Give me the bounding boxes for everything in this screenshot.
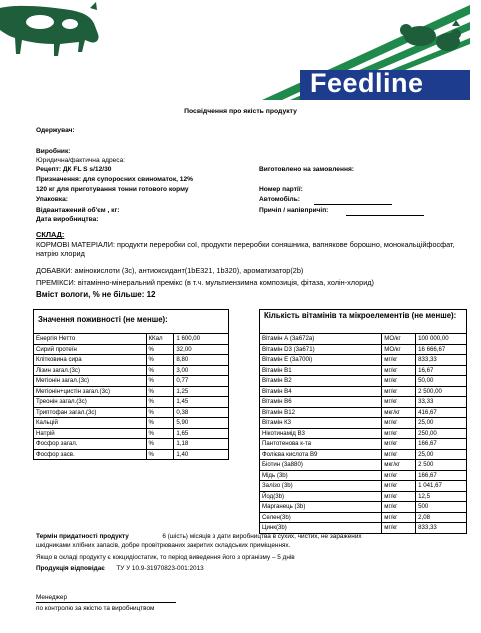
shelf-life-label: Термін придатності продукту <box>36 533 129 540</box>
row-value: 25,00 <box>416 449 467 460</box>
nutrients-table-title: Значення поживності (не менше): <box>33 309 229 333</box>
truck-label: Автомобіль: <box>259 196 300 203</box>
shelf-life-text-2: шкідниками хлібних запасів, добре провітрюваних закритих складських приміщеннях. <box>36 542 291 549</box>
row-label: Фосфор засв. <box>34 449 147 460</box>
row-unit: ККал <box>146 334 174 345</box>
table-row <box>260 491 467 502</box>
composition-additives: ДОБАВКИ: амінокислоти (3c), антиоксидант(1bE321, 1b320), ароматизатор(2b) <box>36 266 304 275</box>
row-value: 416,67 <box>416 407 467 418</box>
row-label: Натрій <box>34 428 147 439</box>
row-unit: % <box>146 449 174 460</box>
composition-title: СКЛАД: <box>36 230 65 239</box>
table-row <box>34 334 229 345</box>
row-label: Залізо (3b) <box>260 481 382 492</box>
row-unit: % <box>146 344 174 355</box>
purpose-label: Призначення: для супоросних свиноматок, 12% <box>36 176 193 183</box>
row-value: 1 600,00 <box>174 334 229 345</box>
row-value: 166,67 <box>416 439 467 450</box>
row-label: Вітамін В2 <box>260 376 382 387</box>
shelf-life-block <box>36 533 466 541</box>
compliance-value: ТУ У 10.9-31970823-001:2013 <box>116 565 204 572</box>
table-row <box>34 397 229 408</box>
table-row <box>34 418 229 429</box>
table-row <box>34 386 229 397</box>
table-row <box>34 344 229 355</box>
table-row <box>260 512 467 523</box>
row-label: Біотин (3a880) <box>260 460 382 471</box>
manufacturer-label: Виробник: <box>36 148 71 155</box>
table-row <box>260 523 467 534</box>
coccidiostat-note: Якщо в складі продукту є кокцидіостатик, то період виведення його з організму – 5 днів <box>36 554 295 561</box>
row-label: Фолієва кислота В9 <box>260 449 382 460</box>
row-value: 50,00 <box>416 376 467 387</box>
shelf-life-text: 6 (шість) місяців з дати виробництва в сухих, чистих, не заражених <box>162 533 362 540</box>
compliance-label: Продукція відповідає <box>36 565 105 572</box>
batch-number-label: Номер партії: <box>259 186 303 193</box>
row-label: Цинк(3b) <box>260 523 382 534</box>
vitamins-table <box>259 333 467 534</box>
table-row <box>34 449 229 460</box>
row-unit: мг/кг <box>382 397 416 408</box>
row-unit: % <box>146 386 174 397</box>
row-unit: % <box>146 439 174 450</box>
row-value: 33,33 <box>416 397 467 408</box>
table-row <box>260 344 467 355</box>
manager-sub-label: по контролю за якістю та виробництвом <box>36 605 155 612</box>
row-unit: мг/кг <box>382 502 416 513</box>
row-unit: мг/кг <box>382 428 416 439</box>
row-unit: % <box>146 376 174 387</box>
row-value: 1,45 <box>174 397 229 408</box>
table-row <box>34 439 229 450</box>
row-label: Метіонін+цистін загал.(3c) <box>34 386 147 397</box>
row-value: 1,65 <box>174 428 229 439</box>
table-row <box>260 397 467 408</box>
legal-address-label: Юридична/фактична адреса: <box>36 157 126 164</box>
row-value: 833,33 <box>416 523 467 534</box>
composition-feed-materials: КОРМОВІ МАТЕРІАЛИ: продукти переробки сої, продукти переробки соняшника, вапнякове борошно, монокальційфосфат, натрію хлорид <box>36 240 455 259</box>
row-unit: % <box>146 355 174 366</box>
row-label: Вітамін В4 <box>260 386 382 397</box>
row-label: Вітамін В12 <box>260 407 382 418</box>
row-value: 16 666,67 <box>416 344 467 355</box>
cow-icon <box>0 2 99 56</box>
row-label: Вітамін D3 (3a671) <box>260 344 382 355</box>
row-value: 166,67 <box>416 470 467 481</box>
table-row <box>260 460 467 471</box>
row-unit: МО/кг <box>382 334 416 345</box>
row-unit: мг/кг <box>382 439 416 450</box>
row-value: 0,38 <box>174 407 229 418</box>
row-value: 2 500,00 <box>416 386 467 397</box>
row-value: 1,40 <box>174 449 229 460</box>
row-unit: мг/кг <box>382 386 416 397</box>
row-unit: % <box>146 407 174 418</box>
table-row <box>260 386 467 397</box>
row-unit: МО/кг <box>382 344 416 355</box>
order-made-label: Виготовлено на замовлення: <box>259 166 354 173</box>
row-value: 2 500 <box>416 460 467 471</box>
row-unit: мкг/кг <box>382 460 416 471</box>
row-label: Йод(3b) <box>260 491 382 502</box>
row-unit: мкг/кг <box>382 407 416 418</box>
table-row <box>260 439 467 450</box>
row-label: Нікотинамід В3 <box>260 428 382 439</box>
row-unit: мг/кг <box>382 512 416 523</box>
row-value: 12,5 <box>416 491 467 502</box>
row-value: 32,00 <box>174 344 229 355</box>
row-label: Метіонін загал.(3c) <box>34 376 147 387</box>
row-value: 3,00 <box>174 365 229 376</box>
table-row <box>34 376 229 387</box>
row-label: Вітамін В1 <box>260 365 382 376</box>
compliance-block <box>36 565 204 573</box>
table-row <box>260 428 467 439</box>
row-unit: мг/кг <box>382 418 416 429</box>
row-value: 250,00 <box>416 428 467 439</box>
row-label: Клітковина сира <box>34 355 147 366</box>
table-row <box>260 376 467 387</box>
row-value: 0,77 <box>174 376 229 387</box>
row-label: Сирий протеїн <box>34 344 147 355</box>
table-row <box>260 470 467 481</box>
row-value: 5,90 <box>174 418 229 429</box>
row-value: 16,67 <box>416 365 467 376</box>
nutrients-table <box>33 333 229 460</box>
row-label: Фосфор загал. <box>34 439 147 450</box>
row-label: Вітамін А (3a672a) <box>260 334 382 345</box>
row-label: Вітамін В6 <box>260 397 382 408</box>
row-unit: % <box>146 397 174 408</box>
table-row <box>260 365 467 376</box>
vitamins-table-title: Кількість вітамінів та мікроелементів (не менше): <box>259 309 467 333</box>
manager-label: Менеджер <box>36 594 176 603</box>
row-unit: мг/кг <box>382 523 416 534</box>
row-value: 500 <box>416 502 467 513</box>
shipped-volume-label: Відвантажений об'єм , кг: <box>36 207 120 214</box>
composition-premixes: ПРЕМІКСИ: вітамінно-мінеральний премікс (в т.ч. мультиензимна композиція, фітаза, холін-хлорид) <box>36 278 374 287</box>
row-unit: мг/кг <box>382 365 416 376</box>
table-row <box>260 481 467 492</box>
row-label: Пантотенова к-та <box>260 439 382 450</box>
row-value: 1,25 <box>174 386 229 397</box>
row-unit: % <box>146 365 174 376</box>
table-row <box>260 449 467 460</box>
row-value: 1,18 <box>174 439 229 450</box>
table-row <box>260 418 467 429</box>
table-row <box>34 355 229 366</box>
row-unit: мг/кг <box>382 355 416 366</box>
table-row <box>34 428 229 439</box>
row-label: Треонін загал.(3c) <box>34 397 147 408</box>
row-label: Триптофан загал.(3c) <box>34 407 147 418</box>
moisture-content: Вміст вологи, % не більше: 12 <box>36 290 156 299</box>
row-unit: % <box>146 418 174 429</box>
table-row <box>260 355 467 366</box>
trailer-label: Причіп / напівпричіп: <box>259 207 329 214</box>
row-value: 8,80 <box>174 355 229 366</box>
row-label: Мідь (3b) <box>260 470 382 481</box>
purpose-value: 120 кг для приготування тонни готового корму <box>36 186 189 193</box>
recipe-label: Рецепт: ДК FL S s/12/30 <box>36 166 112 173</box>
row-value: 1 041,67 <box>416 481 467 492</box>
row-unit: мг/кг <box>382 376 416 387</box>
row-unit: мг/кг <box>382 449 416 460</box>
row-label: Вітамін Е (3a700i) <box>260 355 382 366</box>
brand-logo-text: Feedline <box>310 68 424 98</box>
row-value: 2,08 <box>416 512 467 523</box>
row-value: 25,00 <box>416 418 467 429</box>
table-row <box>34 365 229 376</box>
row-label: Енергія Нетто <box>34 334 147 345</box>
row-value: 833,33 <box>416 355 467 366</box>
recipient-label: Одержувач: <box>36 127 75 134</box>
trailer-field[interactable] <box>346 207 424 216</box>
table-row <box>34 407 229 418</box>
table-row <box>260 334 467 345</box>
truck-field[interactable] <box>314 196 392 205</box>
row-unit: мг/кг <box>382 491 416 502</box>
row-unit: мг/кг <box>382 481 416 492</box>
document-title: Посвідчення про якість продукту <box>184 108 297 115</box>
packaging-label: Упаковка: <box>36 196 68 203</box>
row-value: 100 000,00 <box>416 334 467 345</box>
row-label: Вітамін К3 <box>260 418 382 429</box>
row-label: Селен(3b) <box>260 512 382 523</box>
row-unit: мг/кг <box>382 470 416 481</box>
table-row <box>260 502 467 513</box>
row-label: Лізин загал.(3c) <box>34 365 147 376</box>
table-row <box>260 407 467 418</box>
row-label: Кальцій <box>34 418 147 429</box>
row-unit: % <box>146 428 174 439</box>
manufacture-date-label: Дата виробництва: <box>36 216 99 223</box>
row-label: Марганець (3b) <box>260 502 382 513</box>
